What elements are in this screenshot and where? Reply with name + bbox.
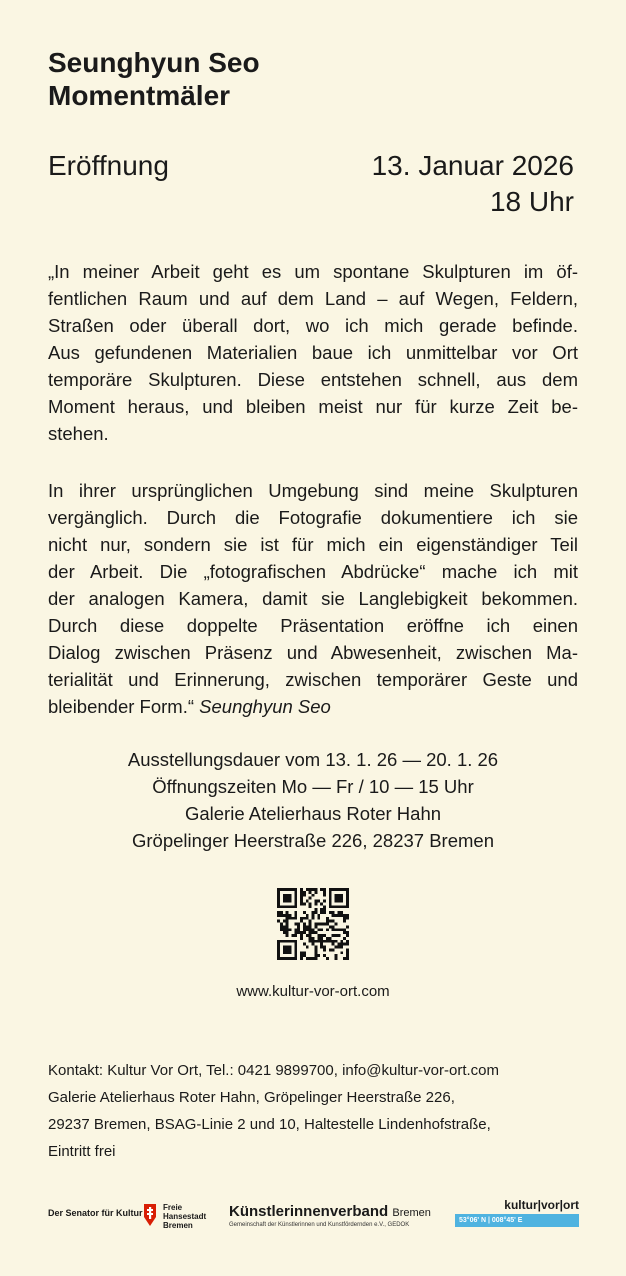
quote-line: Dialog zwischen Präsenz und Abwesenheit, zwischen Ma- bbox=[48, 642, 578, 663]
venue-name: Galerie Atelierhaus Roter Hahn bbox=[184, 803, 442, 824]
quote-line: Aus gefundenen Materialien baue ich unmittelbar vor Ort bbox=[48, 342, 578, 363]
kultur-vor-ort-logo bbox=[455, 1196, 579, 1227]
website-link[interactable]: www.kultur-vor-ort.com bbox=[236, 983, 390, 1000]
contact-block bbox=[48, 1057, 499, 1165]
contact-line: 29237 Bremen, BSAG-Linie 2 und 10, Haltestelle Lindenhofstraße, bbox=[48, 1116, 491, 1133]
kv-subtitle: Gemeinschaft der Künstlerinnen und Kunstfördernden e.V., GEDOK bbox=[229, 1222, 410, 1228]
hansestadt-line: Bremen bbox=[163, 1221, 193, 1230]
quote-paragraph-2 bbox=[48, 477, 578, 720]
exhibition-duration: Ausstellungsdauer vom 13. 1. 26 — 20. 1. 26 bbox=[127, 749, 499, 770]
quote-last-line bbox=[48, 693, 578, 720]
kvo-coordinates: 53°06' N | 008°45' E bbox=[455, 1214, 579, 1227]
opening-hours: Öffnungszeiten Mo — Fr / 10 — 15 Uhr bbox=[152, 776, 474, 797]
quote-line: Moment heraus, und bleiben meist nur für kurze Zeit be- bbox=[48, 396, 578, 417]
qr-modules bbox=[277, 888, 349, 960]
quote-line: bleibender Form.“ bbox=[48, 696, 195, 717]
quote-line: vergänglich. Durch die Fotografie dokumentiere ich sie bbox=[48, 507, 578, 528]
contact-line: Kontakt: Kultur Vor Ort, Tel.: 0421 9899700, info@kultur-vor-ort.com bbox=[48, 1062, 500, 1079]
quote-line: nicht nur, sondern sie ist für mich ein eigenständiger Teil bbox=[48, 534, 578, 555]
kv-name: Künstlerinnenverband bbox=[229, 1203, 389, 1220]
senator-logo-text: Der Senator für Kultur bbox=[48, 1208, 143, 1218]
quote-line: terialität und Erinnerung, zwischen temporärer Geste und bbox=[48, 669, 578, 690]
qr-code[interactable] bbox=[277, 888, 349, 960]
kuenstlerinnenverband-logo bbox=[229, 1203, 431, 1220]
exhibition-title: Momentmäler bbox=[48, 80, 231, 111]
quote-line: „In meiner Arbeit geht es um spontane Skulpturen im öf- bbox=[48, 261, 578, 282]
quote-line: stehen. bbox=[48, 423, 109, 444]
quote-line: der Arbeit. Die „fotografischen Abdrücke“ mache ich mit bbox=[48, 561, 578, 582]
opening-label: Eröffnung bbox=[48, 150, 169, 181]
opening-time: 18 Uhr bbox=[489, 186, 574, 217]
opening-date: 13. Januar 2026 bbox=[371, 150, 574, 181]
exhibition-info bbox=[0, 746, 626, 854]
quote-line: Straßen oder überall dort, wo ich mich gerade befinde. bbox=[48, 315, 578, 336]
quote-line: Durch diese doppelte Präsentation eröffne ich einen bbox=[48, 615, 578, 636]
page-title bbox=[48, 46, 260, 112]
artist-name: Seunghyun Seo bbox=[48, 47, 260, 78]
hansestadt-line: Hansestadt bbox=[163, 1212, 207, 1221]
contact-line: Galerie Atelierhaus Roter Hahn, Gröpelinger Heerstraße 226, bbox=[48, 1089, 455, 1106]
quote-line: temporäre Skulpturen. Diese entstehen schnell, aus dem bbox=[48, 369, 578, 390]
kvo-name: kultur|vor|ort bbox=[504, 1198, 579, 1212]
quote-line: In ihrer ursprünglichen Umgebung sind meine Skulpturen bbox=[48, 480, 578, 501]
hansestadt-line: Freie bbox=[163, 1203, 183, 1212]
quote-author: Seunghyun Seo bbox=[199, 696, 331, 717]
kv-city: Bremen bbox=[392, 1207, 431, 1219]
quote-line: fentlichen Raum und auf dem Land – auf Wegen, Feldern, bbox=[48, 288, 578, 309]
bremen-key-flag-icon bbox=[142, 1204, 158, 1226]
opening-datetime bbox=[372, 148, 574, 220]
contact-line: Eintritt frei bbox=[48, 1143, 116, 1160]
quote-paragraph-1 bbox=[48, 258, 578, 447]
venue-address: Gröpelinger Heerstraße 226, 28237 Bremen bbox=[132, 830, 494, 851]
quote-line: der analogen Kamera, damit sie Langlebigkeit bekommen. bbox=[48, 588, 578, 609]
hansestadt-logo-text bbox=[163, 1203, 206, 1230]
